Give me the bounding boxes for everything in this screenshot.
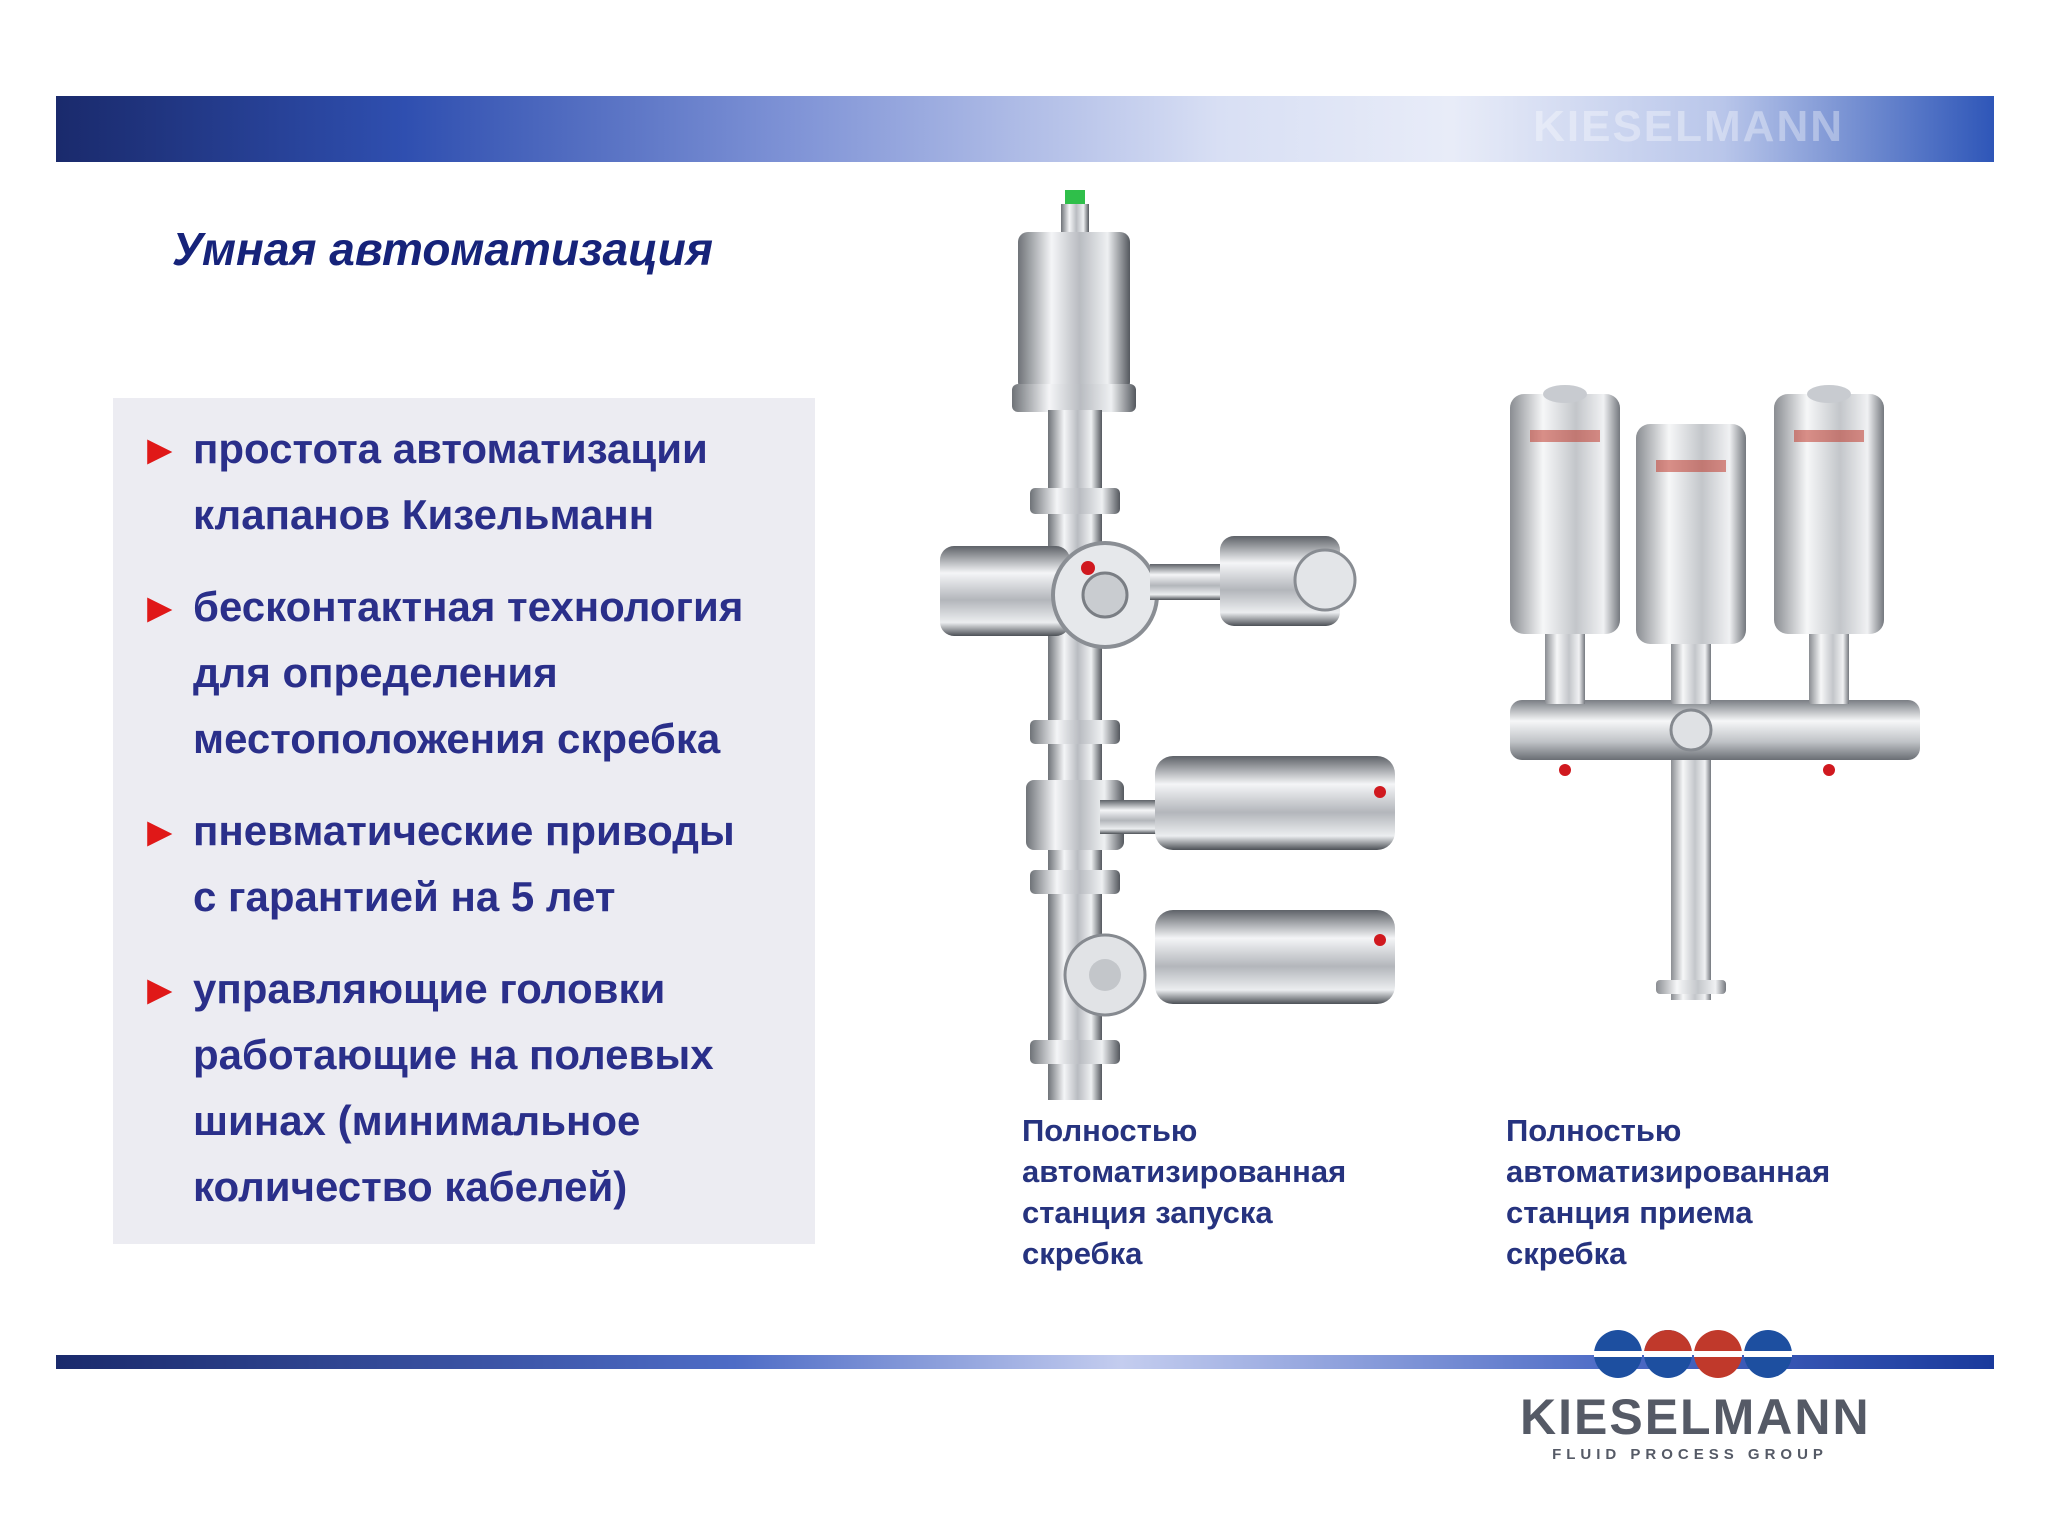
caption-line: автоматизированная (1506, 1154, 1831, 1189)
feature-line: работающие на полевых (193, 1031, 714, 1078)
launch-station-caption (1022, 1110, 1402, 1274)
logo-tagline: FLUID PROCESS GROUP (1552, 1446, 1828, 1463)
bullet-marker: ► (139, 966, 181, 1013)
page-title: Умная автоматизация (172, 223, 713, 275)
feature-line: местоположения скребка (193, 715, 721, 762)
bullet-marker: ► (139, 426, 181, 473)
features-panel (113, 398, 815, 1244)
caption-line: станция приема (1506, 1195, 1753, 1230)
feature-line: количество кабелей) (193, 1163, 628, 1210)
feature-line: с гарантией на 5 лет (193, 873, 616, 920)
caption-line: Полностью (1022, 1113, 1198, 1148)
receive-station-caption (1506, 1110, 1886, 1274)
caption-line: автоматизированная (1022, 1154, 1347, 1189)
launch-station-image (920, 180, 1440, 1120)
caption-line: Полностью (1506, 1113, 1682, 1148)
header-band (56, 96, 1994, 162)
caption-line: скребка (1022, 1236, 1143, 1271)
feature-line: простота автоматизации (193, 425, 708, 472)
header-watermark: KIESELMANN (1533, 102, 1844, 151)
feature-item (193, 416, 803, 548)
feature-item (193, 798, 803, 930)
bullet-marker: ► (139, 584, 181, 631)
feature-item (193, 956, 803, 1220)
feature-line: пневматические приводы (193, 807, 735, 854)
bullet-marker: ► (139, 808, 181, 855)
receive-station-image (1490, 370, 1940, 1030)
caption-line: скребка (1506, 1236, 1627, 1271)
caption-line: станция запуска (1022, 1195, 1273, 1230)
feature-line: для определения (193, 649, 558, 696)
feature-line: управляющие головки (193, 965, 666, 1012)
feature-line: бесконтактная технология (193, 583, 744, 630)
logo-wordmark: KIESELMANN (1520, 1389, 1871, 1445)
feature-item (193, 574, 803, 772)
feature-line: шинах (минимальное (193, 1097, 641, 1144)
logo-mark-icon (1520, 1316, 1860, 1386)
feature-line: клапанов Кизельманн (193, 491, 655, 538)
kieselmann-logo (1520, 1316, 1871, 1476)
